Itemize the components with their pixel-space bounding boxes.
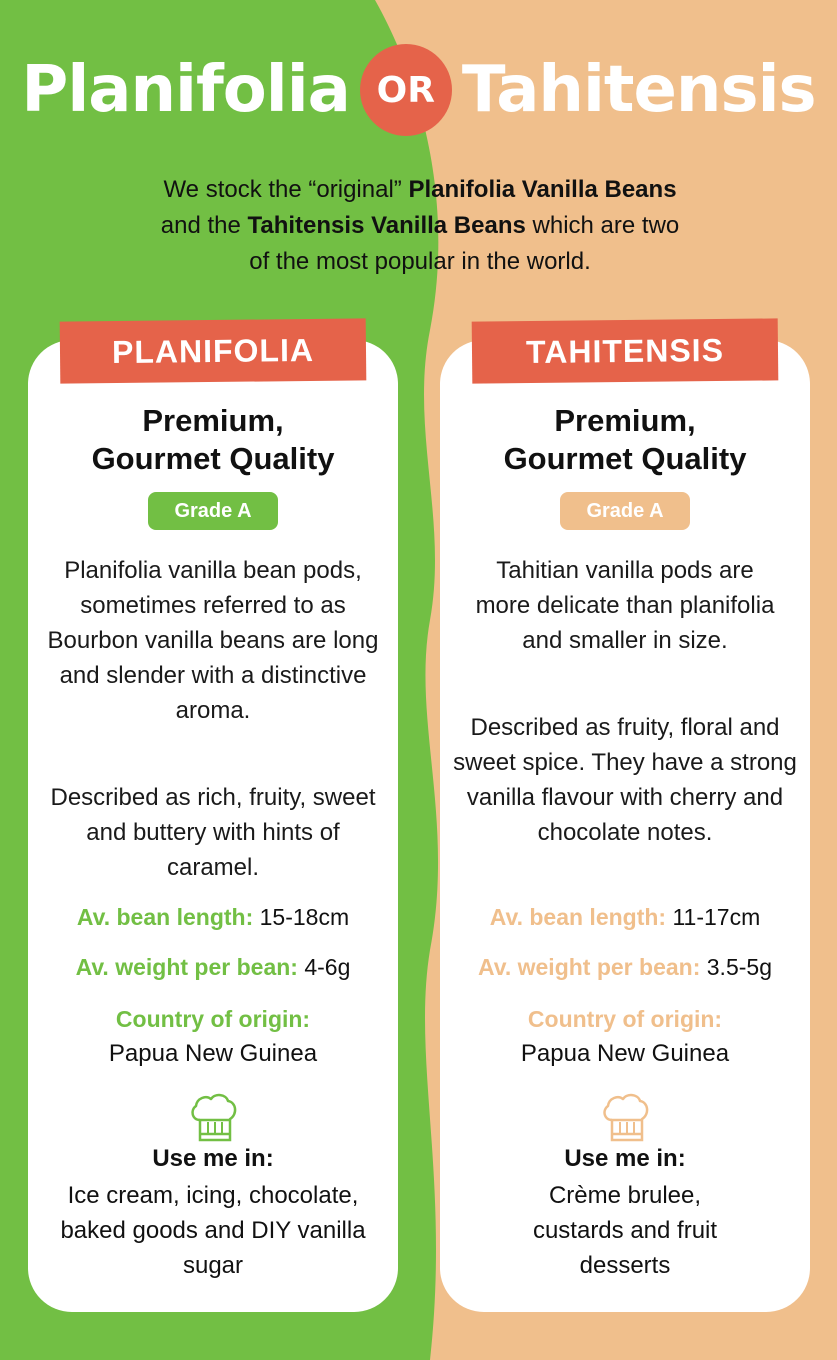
planifolia-length-value: 15-18cm	[253, 904, 350, 930]
planifolia-banner: PLANIFOLIA	[60, 318, 367, 383]
tahitensis-weight-label: Av. weight per bean:	[478, 954, 701, 980]
planifolia-use-label: Use me in:	[152, 1145, 274, 1172]
planifolia-weight	[28, 950, 398, 984]
planifolia-weight-label: Av. weight per bean:	[75, 954, 298, 980]
or-badge: OR	[360, 44, 452, 136]
intro-part-4: of the most popular in the world.	[249, 248, 591, 275]
intro-bold-1: Planifolia Vanilla Beans	[408, 176, 677, 203]
planifolia-subtitle-line1: Premium,	[142, 403, 284, 438]
title-planifolia: Planifolia	[21, 53, 350, 127]
tahitensis-use-label: Use me in:	[564, 1145, 686, 1172]
tahitensis-length-value: 11-17cm	[666, 904, 761, 930]
tahitensis-subtitle	[440, 402, 810, 478]
planifolia-subtitle-line2: Gourmet Quality	[91, 441, 335, 476]
planifolia-use-value: Ice cream, icing, chocolate, baked goods and DIY vanilla sugar	[60, 1182, 366, 1279]
planifolia-grade-badge: Grade A	[148, 492, 278, 530]
page-title	[0, 40, 837, 140]
intro-text	[90, 172, 750, 280]
tahitensis-subtitle-line1: Premium,	[554, 403, 696, 438]
title-tahitensis: Tahitensis	[461, 53, 816, 127]
tahitensis-origin-value: Papua New Guinea	[520, 1040, 730, 1067]
tahitensis-use-value: Crème brulee, custards and fruit desserts	[532, 1182, 718, 1279]
tahitensis-grade-badge: Grade A	[560, 492, 690, 530]
tahitensis-subtitle-line2: Gourmet Quality	[503, 441, 747, 476]
tahitensis-origin-label: Country of origin:	[527, 1006, 723, 1032]
tahitensis-card	[440, 331, 810, 1312]
tahitensis-weight-value: 3.5-5g	[700, 954, 772, 980]
chef-hat-icon	[186, 1090, 240, 1144]
tahitensis-weight	[440, 950, 810, 984]
tahitensis-flavour: Described as fruity, floral and sweet spice. They have a strong vanilla flavour with cherry and chocolate notes.	[453, 714, 797, 846]
tahitensis-banner: TAHITENSIS	[472, 318, 779, 383]
planifolia-weight-value: 4-6g	[297, 954, 351, 980]
planifolia-origin-label: Country of origin:	[115, 1006, 311, 1032]
intro-part-3: which are two	[525, 212, 680, 239]
tahitensis-description: Tahitian vanilla pods are more delicate than planifolia and smaller in size.	[475, 557, 775, 654]
intro-part-2: and the	[160, 212, 248, 239]
tahitensis-length	[440, 900, 810, 934]
planifolia-card	[28, 331, 398, 1312]
intro-bold-2: Tahitensis Vanilla Beans	[247, 212, 526, 239]
tahitensis-length-label: Av. bean length:	[489, 904, 667, 930]
intro-part-1: We stock the “original”	[163, 176, 409, 203]
planifolia-flavour: Described as rich, fruity, sweet and buttery with hints of caramel.	[50, 784, 376, 881]
planifolia-description: Planifolia vanilla bean pods, sometimes referred to as Bourbon vanilla beans are long and slender with a distinctive aroma.	[47, 557, 379, 724]
planifolia-length	[28, 900, 398, 934]
planifolia-subtitle	[28, 402, 398, 478]
planifolia-length-label: Av. bean length:	[76, 904, 254, 930]
planifolia-origin-value: Papua New Guinea	[108, 1040, 318, 1067]
chef-hat-icon	[598, 1090, 652, 1144]
